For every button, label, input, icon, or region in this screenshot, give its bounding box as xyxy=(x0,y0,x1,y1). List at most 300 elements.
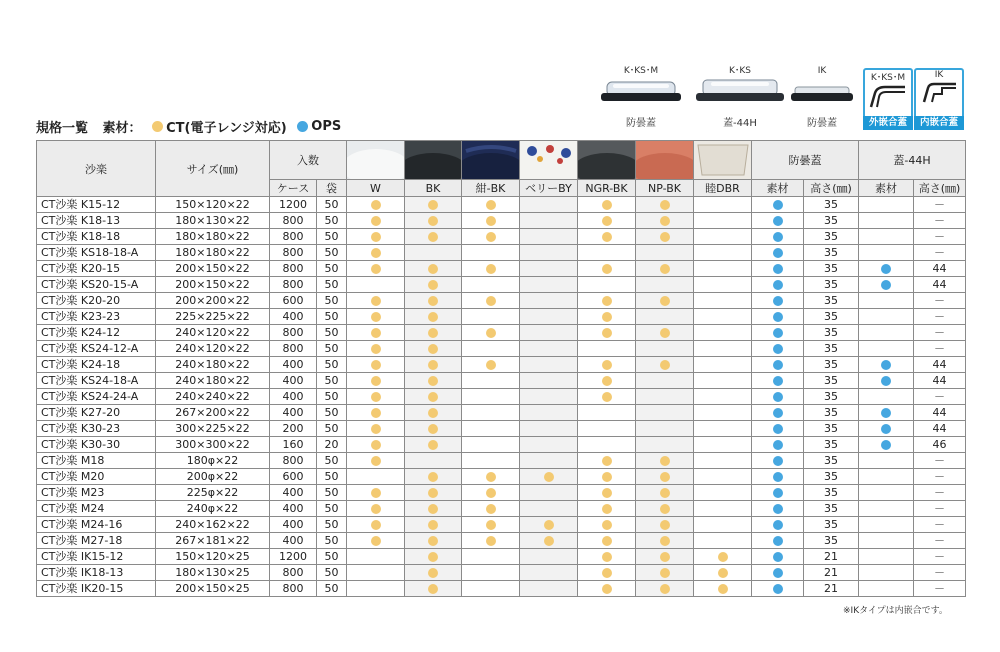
cell-color xyxy=(347,437,405,453)
cell-bag: 50 xyxy=(317,405,347,421)
cell-color xyxy=(520,533,578,549)
ct-legend-dot xyxy=(152,121,163,132)
cell-lid2-height: 44 xyxy=(914,357,966,373)
badge-label: 外嵌合蓋 xyxy=(863,116,913,130)
cell-color xyxy=(405,581,462,597)
cell-lid2-material xyxy=(859,229,914,245)
cell-lid2-material xyxy=(859,533,914,549)
cell-lid2-material xyxy=(859,325,914,341)
table-row xyxy=(37,293,966,309)
cell-color xyxy=(578,389,636,405)
cell-color xyxy=(405,453,462,469)
cell-case: 400 xyxy=(270,501,317,517)
cell-size: 180×180×22 xyxy=(156,245,270,261)
ct-dot xyxy=(718,584,728,594)
cell-bag: 50 xyxy=(317,277,347,293)
table-row xyxy=(37,517,966,533)
ops-dot xyxy=(881,280,891,290)
cell-bag: 50 xyxy=(317,373,347,389)
cell-lid2-height: － xyxy=(914,485,966,501)
cell-color xyxy=(636,309,694,325)
cell-case: 200 xyxy=(270,421,317,437)
ct-dot xyxy=(660,296,670,306)
cell-color xyxy=(462,485,520,501)
ct-dot xyxy=(602,328,612,338)
cell-case: 400 xyxy=(270,485,317,501)
ct-dot xyxy=(371,360,381,370)
cell-color xyxy=(694,293,752,309)
cell-name: CT沙楽 M27-18 xyxy=(37,533,156,549)
cell-case: 800 xyxy=(270,229,317,245)
cell-bag: 50 xyxy=(317,469,347,485)
ct-dot xyxy=(371,536,381,546)
cell-lid2-material xyxy=(859,581,914,597)
cell-color xyxy=(520,437,578,453)
cell-color xyxy=(347,341,405,357)
cell-lid2-material xyxy=(859,373,914,389)
lid-image-top-label: K･KS xyxy=(728,66,752,76)
lid-image-top-label: IK xyxy=(817,66,827,76)
cell-lid1-material xyxy=(752,421,804,437)
cell-color xyxy=(347,245,405,261)
cell-lid1-material xyxy=(752,565,804,581)
cell-color xyxy=(694,485,752,501)
cell-color xyxy=(694,501,752,517)
cell-color xyxy=(694,437,752,453)
header-color-np-bk: NP-BK xyxy=(636,180,694,197)
photo-berry xyxy=(520,141,578,180)
cell-color xyxy=(520,213,578,229)
cell-color xyxy=(694,453,752,469)
cell-color xyxy=(578,245,636,261)
cell-lid1-height: 35 xyxy=(804,245,859,261)
header-lid1-height: 高さ(㎜) xyxy=(804,180,859,197)
photo-dbr xyxy=(694,141,752,180)
outer-fit-icon xyxy=(865,83,911,109)
photo-bk xyxy=(405,141,462,180)
cell-bag: 50 xyxy=(317,421,347,437)
cell-lid1-material xyxy=(752,261,804,277)
ct-dot xyxy=(428,440,438,450)
ct-dot xyxy=(660,264,670,274)
cell-lid2-material xyxy=(859,421,914,437)
cell-lid1-material xyxy=(752,277,804,293)
cell-name: CT沙楽 K18-13 xyxy=(37,213,156,229)
cell-bag: 50 xyxy=(317,485,347,501)
cell-lid1-height: 35 xyxy=(804,405,859,421)
ct-dot xyxy=(602,584,612,594)
cell-color xyxy=(520,293,578,309)
cell-lid2-material xyxy=(859,453,914,469)
cell-color xyxy=(694,469,752,485)
cell-case: 800 xyxy=(270,213,317,229)
cell-color xyxy=(636,549,694,565)
cell-color xyxy=(694,229,752,245)
cell-lid1-material xyxy=(752,357,804,373)
ct-dot xyxy=(371,328,381,338)
cell-case: 1200 xyxy=(270,549,317,565)
ct-dot xyxy=(428,488,438,498)
cell-color xyxy=(405,229,462,245)
ct-dot xyxy=(428,360,438,370)
ct-dot xyxy=(428,232,438,242)
ct-dot xyxy=(371,344,381,354)
cell-lid1-material xyxy=(752,309,804,325)
cell-lid2-height: － xyxy=(914,293,966,309)
ct-dot xyxy=(371,376,381,386)
cell-lid2-material xyxy=(859,261,914,277)
cell-color xyxy=(636,581,694,597)
cell-size: 225×225×22 xyxy=(156,309,270,325)
ct-dot xyxy=(371,504,381,514)
cell-color xyxy=(636,453,694,469)
table-row xyxy=(37,197,966,213)
ct-dot xyxy=(428,504,438,514)
ct-dot xyxy=(660,472,670,482)
cell-color xyxy=(636,421,694,437)
cell-color xyxy=(694,245,752,261)
footnote: ※IKタイプは内嵌合です。 xyxy=(843,606,948,616)
cell-lid2-height: － xyxy=(914,533,966,549)
cell-size: 200×150×22 xyxy=(156,261,270,277)
section-title: 規格一覧 xyxy=(36,121,89,136)
cell-size: 240×120×22 xyxy=(156,325,270,341)
cell-lid1-height: 35 xyxy=(804,389,859,405)
cell-color xyxy=(636,389,694,405)
cell-lid2-height: － xyxy=(914,341,966,357)
cell-lid2-height: 44 xyxy=(914,421,966,437)
cell-lid1-height: 35 xyxy=(804,437,859,453)
ops-dot xyxy=(773,264,783,274)
ct-dot xyxy=(428,216,438,226)
cell-color xyxy=(636,437,694,453)
cell-color xyxy=(636,213,694,229)
cell-lid2-material xyxy=(859,277,914,293)
cell-color xyxy=(694,213,752,229)
cell-color xyxy=(694,389,752,405)
cell-color xyxy=(694,517,752,533)
cell-color xyxy=(520,517,578,533)
ct-dot xyxy=(371,440,381,450)
cell-bag: 50 xyxy=(317,453,347,469)
cell-lid1-material xyxy=(752,533,804,549)
cell-color xyxy=(578,485,636,501)
cell-color xyxy=(405,261,462,277)
ct-dot xyxy=(428,328,438,338)
cell-color xyxy=(694,581,752,597)
cell-color xyxy=(347,533,405,549)
ct-dot xyxy=(371,488,381,498)
ops-dot xyxy=(773,504,783,514)
header-color-w: W xyxy=(347,180,405,197)
cell-lid1-material xyxy=(752,197,804,213)
cell-color xyxy=(405,469,462,485)
cell-lid1-height: 21 xyxy=(804,565,859,581)
cell-name: CT沙楽 K15-12 xyxy=(37,197,156,213)
ct-dot xyxy=(371,232,381,242)
cell-color xyxy=(462,309,520,325)
header-qty: 入数 xyxy=(270,141,347,180)
cell-color xyxy=(347,277,405,293)
cell-color xyxy=(347,421,405,437)
table-row xyxy=(37,373,966,389)
ct-dot xyxy=(660,360,670,370)
cell-case: 800 xyxy=(270,245,317,261)
ct-dot xyxy=(486,536,496,546)
ct-dot xyxy=(428,200,438,210)
ct-dot xyxy=(544,520,554,530)
cell-lid1-height: 35 xyxy=(804,341,859,357)
cell-lid2-height: － xyxy=(914,581,966,597)
cell-color xyxy=(520,261,578,277)
cell-lid2-height: 44 xyxy=(914,261,966,277)
ct-dot xyxy=(428,296,438,306)
ct-dot xyxy=(371,296,381,306)
cell-name: CT沙楽 IK18-13 xyxy=(37,565,156,581)
cell-color xyxy=(520,389,578,405)
cell-case: 400 xyxy=(270,373,317,389)
cell-color xyxy=(578,229,636,245)
badge-label: 内嵌合蓋 xyxy=(914,116,964,130)
cell-color xyxy=(636,405,694,421)
cell-name: CT沙楽 M23 xyxy=(37,485,156,501)
cell-size: 267×181×22 xyxy=(156,533,270,549)
cell-color xyxy=(462,533,520,549)
photo-navy-bk xyxy=(462,141,520,180)
cell-lid2-height: 44 xyxy=(914,405,966,421)
ct-dot xyxy=(660,200,670,210)
ct-dot xyxy=(660,520,670,530)
header-color-navy-bk: 紺-BK xyxy=(462,180,520,197)
cell-case: 600 xyxy=(270,293,317,309)
ct-legend-label: CT(電子レンジ対応) xyxy=(166,121,287,136)
cell-color xyxy=(636,565,694,581)
ops-dot xyxy=(773,440,783,450)
header-name: 沙楽 xyxy=(37,141,156,197)
cell-color xyxy=(694,421,752,437)
cell-color xyxy=(694,325,752,341)
photo-np-bk xyxy=(636,141,694,180)
ops-dot xyxy=(773,216,783,226)
cell-bag: 50 xyxy=(317,517,347,533)
ops-dot xyxy=(773,408,783,418)
cell-lid2-height: － xyxy=(914,501,966,517)
cell-color xyxy=(636,357,694,373)
table-row xyxy=(37,485,966,501)
ct-dot xyxy=(486,360,496,370)
ct-dot xyxy=(486,328,496,338)
antifog-lid-icon xyxy=(599,79,683,107)
cell-color xyxy=(347,197,405,213)
cell-lid1-material xyxy=(752,229,804,245)
ops-dot xyxy=(773,328,783,338)
cell-size: 200×150×25 xyxy=(156,581,270,597)
lid-image-caption: 蓋-44H xyxy=(723,118,757,129)
cell-color xyxy=(694,277,752,293)
cell-bag: 50 xyxy=(317,213,347,229)
cell-case: 1200 xyxy=(270,197,317,213)
cell-color xyxy=(520,485,578,501)
cell-color xyxy=(405,533,462,549)
cell-lid2-height: 44 xyxy=(914,373,966,389)
table-row xyxy=(37,325,966,341)
cell-color xyxy=(520,309,578,325)
ct-dot xyxy=(371,312,381,322)
ct-dot xyxy=(602,504,612,514)
table-row xyxy=(37,533,966,549)
cell-lid1-height: 35 xyxy=(804,325,859,341)
cell-case: 800 xyxy=(270,453,317,469)
cell-name: CT沙楽 M24-16 xyxy=(37,517,156,533)
cell-lid1-height: 35 xyxy=(804,421,859,437)
cell-color xyxy=(462,501,520,517)
table-row xyxy=(37,309,966,325)
cell-lid1-height: 35 xyxy=(804,213,859,229)
table-row xyxy=(37,437,966,453)
cell-color xyxy=(462,245,520,261)
cell-lid2-height: － xyxy=(914,549,966,565)
table-row xyxy=(37,261,966,277)
ct-dot xyxy=(602,552,612,562)
ops-legend-label: OPS xyxy=(311,119,342,134)
ct-dot xyxy=(486,232,496,242)
cell-color xyxy=(405,437,462,453)
cell-size: 300×225×22 xyxy=(156,421,270,437)
cell-lid1-material xyxy=(752,437,804,453)
cell-color xyxy=(347,389,405,405)
cell-name: CT沙楽 K30-23 xyxy=(37,421,156,437)
cell-lid2-height: － xyxy=(914,517,966,533)
cell-color xyxy=(520,581,578,597)
cell-color xyxy=(578,533,636,549)
cell-case: 800 xyxy=(270,581,317,597)
ops-dot xyxy=(773,520,783,530)
cell-color xyxy=(520,229,578,245)
cell-color xyxy=(405,373,462,389)
ops-dot xyxy=(773,472,783,482)
tall-lid-icon xyxy=(693,79,787,107)
cell-lid1-height: 35 xyxy=(804,373,859,389)
cell-color xyxy=(578,213,636,229)
ct-dot xyxy=(660,536,670,546)
cell-color xyxy=(520,453,578,469)
cell-case: 600 xyxy=(270,469,317,485)
cell-lid2-height: － xyxy=(914,229,966,245)
cell-color xyxy=(347,373,405,389)
cell-lid2-height: － xyxy=(914,389,966,405)
cell-lid1-height: 21 xyxy=(804,581,859,597)
cell-lid1-height: 35 xyxy=(804,277,859,293)
cell-color xyxy=(520,277,578,293)
cell-size: 180×130×22 xyxy=(156,213,270,229)
cell-color xyxy=(347,565,405,581)
cell-lid1-material xyxy=(752,405,804,421)
lid-image-caption: 防曇蓋 xyxy=(807,118,837,129)
cell-color xyxy=(520,245,578,261)
cell-bag: 50 xyxy=(317,325,347,341)
cell-color xyxy=(520,197,578,213)
cell-color xyxy=(347,229,405,245)
lid-image-kksm xyxy=(596,66,686,129)
cell-color xyxy=(520,469,578,485)
header-bag: 袋 xyxy=(317,180,347,197)
table-row xyxy=(37,421,966,437)
cell-name: CT沙楽 KS18-18-A xyxy=(37,245,156,261)
cell-color xyxy=(636,197,694,213)
cell-color xyxy=(694,357,752,373)
cell-bag: 50 xyxy=(317,357,347,373)
header-color-bk: BK xyxy=(405,180,462,197)
cell-size: 200×200×22 xyxy=(156,293,270,309)
cell-color xyxy=(462,277,520,293)
table-row xyxy=(37,213,966,229)
ct-dot xyxy=(718,552,728,562)
cell-color xyxy=(694,549,752,565)
cell-color xyxy=(462,421,520,437)
cell-color xyxy=(462,373,520,389)
ct-dot xyxy=(486,296,496,306)
cell-name: CT沙楽 M20 xyxy=(37,469,156,485)
spec-table xyxy=(36,140,966,597)
cell-name: CT沙楽 M24 xyxy=(37,501,156,517)
badge-top-label: IK xyxy=(934,70,944,80)
ops-dot xyxy=(773,312,783,322)
ct-dot xyxy=(486,264,496,274)
cell-color xyxy=(520,373,578,389)
cell-lid1-material xyxy=(752,453,804,469)
table-row xyxy=(37,277,966,293)
cell-color xyxy=(462,405,520,421)
cell-lid1-material xyxy=(752,389,804,405)
ct-dot xyxy=(660,504,670,514)
table-row xyxy=(37,341,966,357)
cell-size: 240×120×22 xyxy=(156,341,270,357)
table-row xyxy=(37,565,966,581)
ct-dot xyxy=(544,472,554,482)
cell-color xyxy=(347,293,405,309)
cell-color xyxy=(636,373,694,389)
photo-ngr-bk xyxy=(578,141,636,180)
cell-lid1-material xyxy=(752,549,804,565)
ct-dot xyxy=(602,472,612,482)
cell-bag: 50 xyxy=(317,389,347,405)
cell-color xyxy=(636,245,694,261)
cell-color xyxy=(694,261,752,277)
ops-legend-dot xyxy=(297,121,308,132)
cell-lid1-height: 35 xyxy=(804,533,859,549)
cell-bag: 50 xyxy=(317,549,347,565)
cell-color xyxy=(578,373,636,389)
ik-lid-icon xyxy=(789,79,855,107)
cell-color xyxy=(578,453,636,469)
cell-color xyxy=(462,469,520,485)
cell-lid1-height: 35 xyxy=(804,453,859,469)
cell-color xyxy=(405,293,462,309)
cell-bag: 50 xyxy=(317,533,347,549)
table-row xyxy=(37,581,966,597)
ops-dot xyxy=(881,424,891,434)
cell-color xyxy=(347,213,405,229)
cell-lid1-material xyxy=(752,581,804,597)
ct-dot xyxy=(660,568,670,578)
ops-dot xyxy=(773,456,783,466)
ct-dot xyxy=(428,280,438,290)
cell-name: CT沙楽 K24-18 xyxy=(37,357,156,373)
ops-dot xyxy=(773,280,783,290)
lid-image-top-label: K･KS･M xyxy=(623,66,659,76)
cell-size: 267×200×22 xyxy=(156,405,270,421)
ct-dot xyxy=(602,216,612,226)
